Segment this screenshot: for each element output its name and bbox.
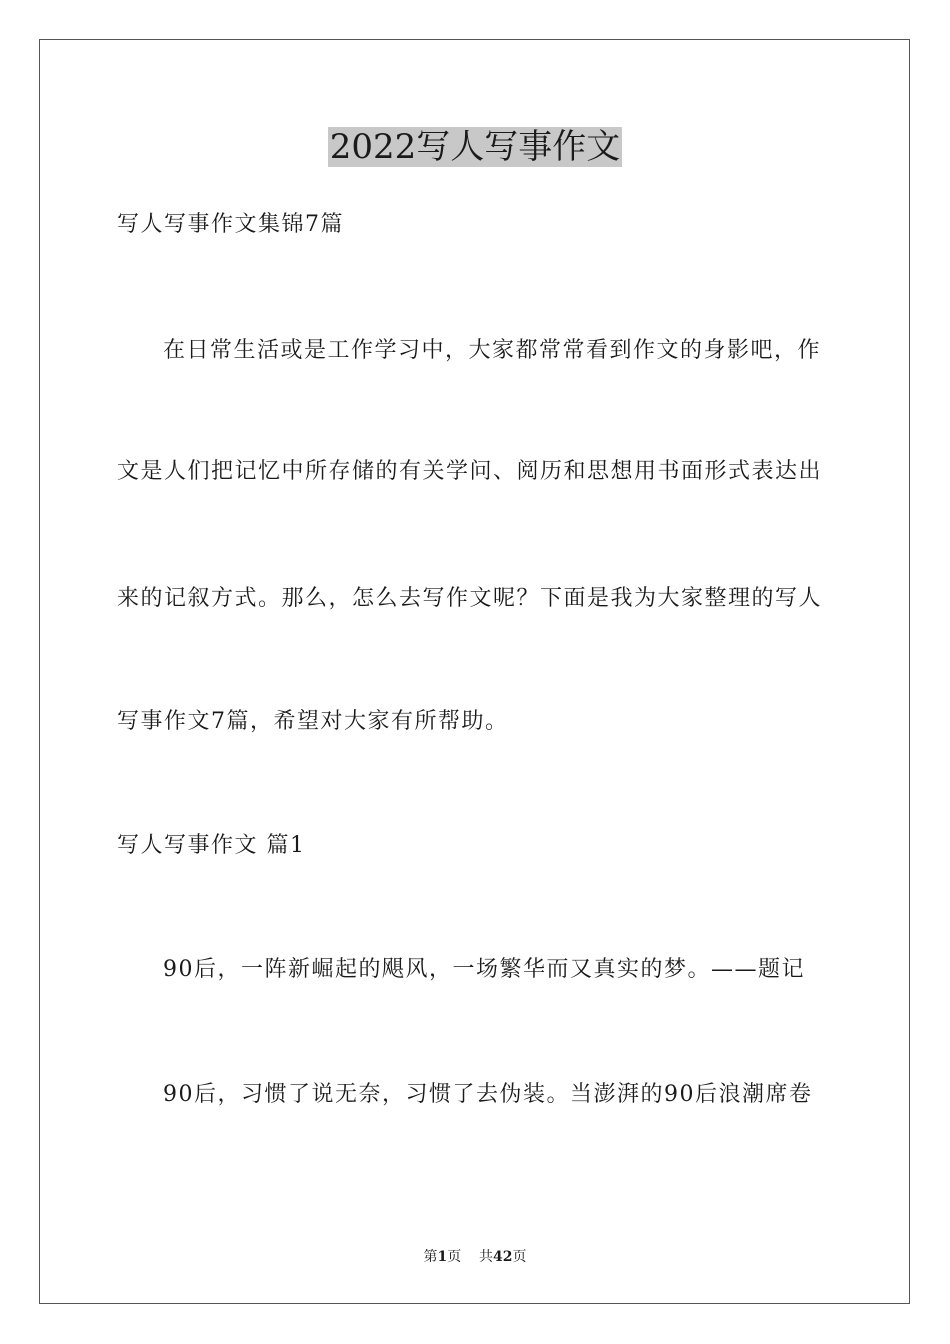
paragraph-line: 文是人们把记忆中所存储的有关学问、阅历和思想用书面形式表达出 xyxy=(117,459,823,484)
document-title xyxy=(0,125,950,169)
footer-total-pages: 42 xyxy=(493,1249,513,1265)
document-title-text: 2022写人写事作文 xyxy=(329,127,621,167)
section-heading: 写人写事作文 篇1 xyxy=(117,833,306,858)
paragraph-line: 来的记叙方式。那么，怎么去写作文呢？下面是我为大家整理的写人 xyxy=(117,586,823,611)
footer-page-number: 1 xyxy=(437,1249,448,1265)
paragraph-line: 写事作文7篇，希望对大家有所帮助。 xyxy=(117,709,509,734)
page-footer xyxy=(0,1247,950,1267)
section-line: 90后，习惯了说无奈，习惯了去伪装。当澎湃的90后浪潮席卷 xyxy=(163,1082,813,1107)
footer-total-suffix: 页 xyxy=(512,1249,527,1265)
footer-total-prefix: 共 xyxy=(479,1249,494,1265)
paragraph-line: 在日常生活或是工作学习中，大家都常常看到作文的身影吧，作 xyxy=(163,338,822,363)
footer-page-suffix: 页 xyxy=(447,1249,462,1265)
footer-page-prefix: 第 xyxy=(423,1249,438,1265)
document-subtitle: 写人写事作文集锦7篇 xyxy=(117,212,344,237)
section-line: 90后，一阵新崛起的飓风，一场繁华而又真实的梦。——题记 xyxy=(163,957,805,982)
